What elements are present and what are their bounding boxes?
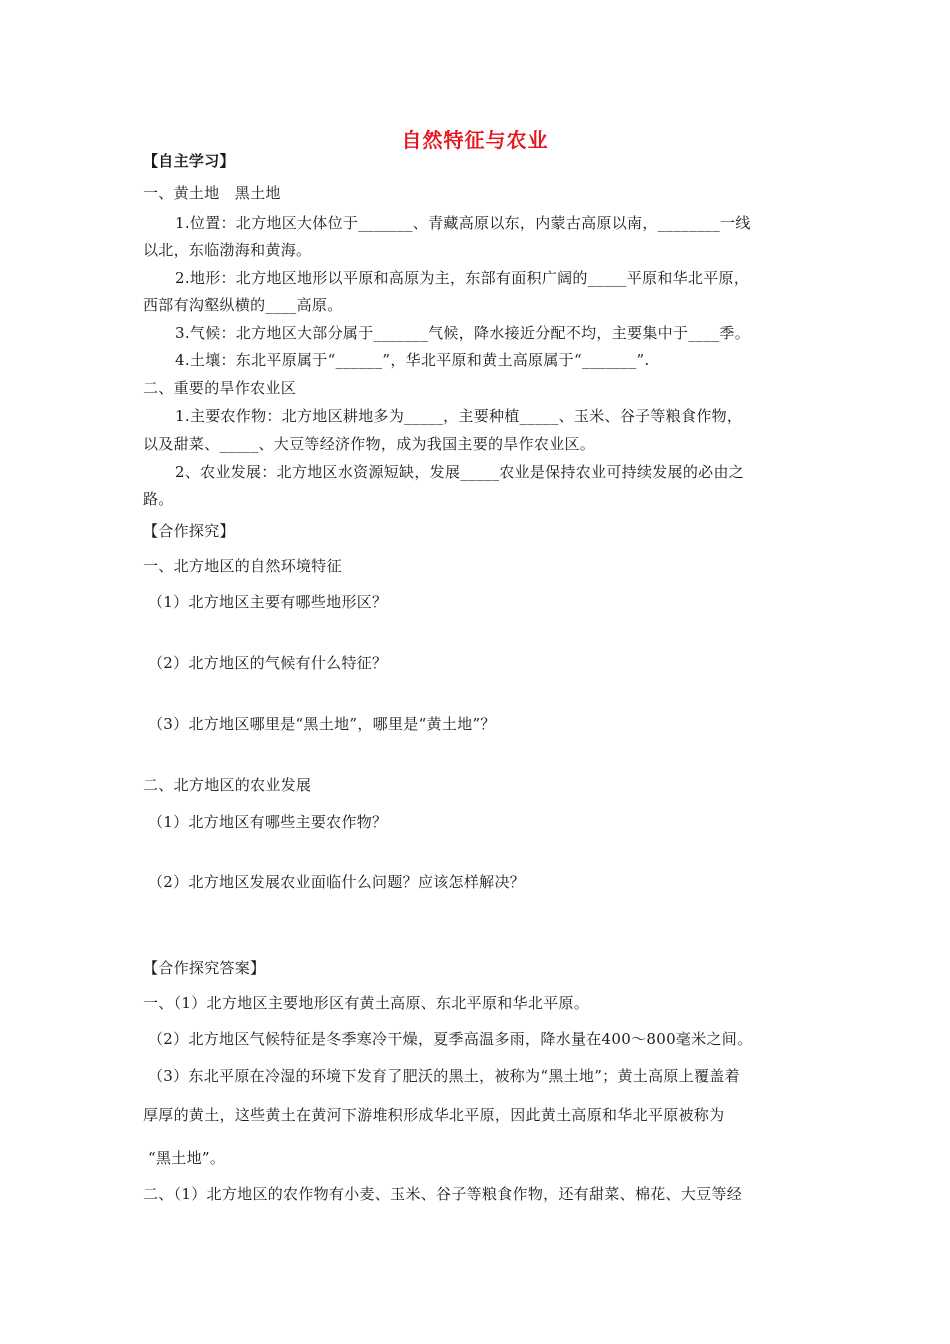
answer-crops: 二、（1）北方地区的农作物有小麦、玉米、谷子等粮食作物，还有甜菜、棉花、大豆等经 — [143, 1185, 743, 1203]
part-title-loess-black-soil: 一、黄土地 黑土地 — [143, 184, 281, 202]
section-heading-self-study: 【自主学习】 — [143, 152, 235, 170]
part-title-agriculture: 二、北方地区的农业发展 — [143, 776, 312, 794]
explore-question-soils: （3）北方地区哪里是“黑土地”，哪里是“黄土地”？ — [148, 715, 496, 733]
section-heading-answers: 【合作探究答案】 — [143, 959, 266, 977]
question-development-line1: 2、农业发展：北方地区水资源短缺，发展_____农业是保持农业可持续发展的必由之 — [175, 463, 745, 481]
question-terrain-line1: 2.地形：北方地区地形以平原和高原为主，东部有面积广阔的_____平原和华北平原， — [175, 269, 750, 287]
question-location-line2: 以北，东临渤海和黄海。 — [143, 241, 312, 259]
answer-climate: （2）北方地区气候特征是冬季寒冷干燥，夏季高温多雨，降水量在400～800毫米之间。 — [148, 1030, 753, 1048]
question-location-line1: 1.位置：北方地区大体位于_______、青藏高原以东，内蒙古高原以南，________一线 — [175, 214, 751, 232]
question-development-line2: 路。 — [143, 490, 174, 508]
document-title: 自然特征与农业 — [401, 128, 549, 152]
answer-soils-line1: （3）东北平原在冷湿的环境下发育了肥沃的黑土，被称为“黑土地”；黄土高原上覆盖着 — [148, 1067, 740, 1085]
part-title-natural-environment: 一、北方地区的自然环境特征 — [143, 557, 342, 575]
question-soil: 4.土壤：东北平原属于“______”，华北平原和黄土高原属于“_______”. — [175, 351, 650, 369]
explore-question-crops: （1）北方地区有哪些主要农作物？ — [148, 813, 388, 831]
question-crops-line1: 1.主要农作物：北方地区耕地多为_____，主要种植_____、玉米、谷子等粮食作物， — [175, 407, 743, 425]
explore-question-climate: （2）北方地区的气候有什么特征？ — [148, 654, 388, 672]
answer-soils-line3: “黑土地”。 — [148, 1149, 226, 1167]
part-title-dry-farming: 二、重要的旱作农业区 — [143, 379, 297, 397]
explore-question-problems: （2）北方地区发展农业面临什么问题？应该怎样解决？ — [148, 873, 526, 891]
answer-soils-line2: 厚厚的黄土，这些黄土在黄河下游堆积形成华北平原，因此黄土高原和华北平原被称为 — [143, 1106, 725, 1124]
question-crops-line2: 以及甜菜、_____、大豆等经济作物，成为我国主要的旱作农业区。 — [143, 435, 596, 453]
question-terrain-line2: 西部有沟壑纵横的____高原。 — [143, 296, 343, 314]
section-heading-cooperative: 【合作探究】 — [143, 522, 235, 540]
answer-landforms: 一、（1）北方地区主要地形区有黄土高原、东北平原和华北平原。 — [143, 994, 590, 1012]
explore-question-landforms: （1）北方地区主要有哪些地形区？ — [148, 593, 388, 611]
question-climate: 3.气候：北方地区大部分属于_______气候，降水接近分配不均，主要集中于____季。 — [175, 324, 751, 342]
